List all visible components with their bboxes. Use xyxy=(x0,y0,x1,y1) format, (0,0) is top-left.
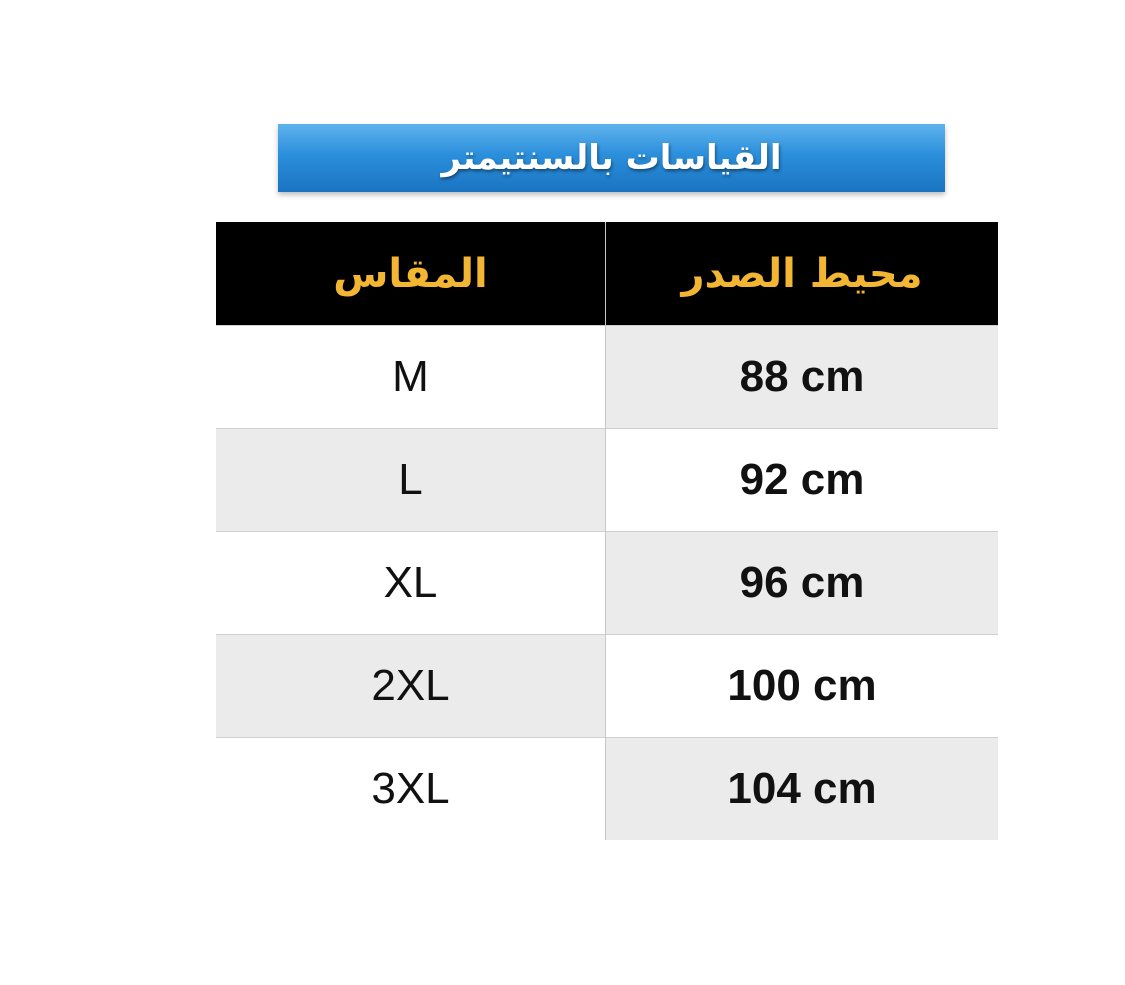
table-row xyxy=(216,326,998,429)
chest-cell: 96 cm xyxy=(606,532,999,635)
chest-cell: 104 cm xyxy=(606,738,999,841)
table-row xyxy=(216,429,998,532)
chest-column-header: محيط الصدر xyxy=(606,222,999,326)
size-cell: L xyxy=(216,429,606,532)
chest-cell: 92 cm xyxy=(606,429,999,532)
size-cell: 3XL xyxy=(216,738,606,841)
size-chart-table xyxy=(216,222,998,840)
size-cell: 2XL xyxy=(216,635,606,738)
banner-title: القياسات بالسنتيمتر xyxy=(441,138,782,178)
chest-cell: 88 cm xyxy=(606,326,999,429)
table-row xyxy=(216,532,998,635)
size-cell: M xyxy=(216,326,606,429)
table-row xyxy=(216,635,998,738)
chest-cell: 100 cm xyxy=(606,635,999,738)
title-banner xyxy=(278,124,945,192)
size-cell: XL xyxy=(216,532,606,635)
table-header-row xyxy=(216,222,998,326)
size-column-header: المقاس xyxy=(216,222,606,326)
table-row xyxy=(216,738,998,841)
